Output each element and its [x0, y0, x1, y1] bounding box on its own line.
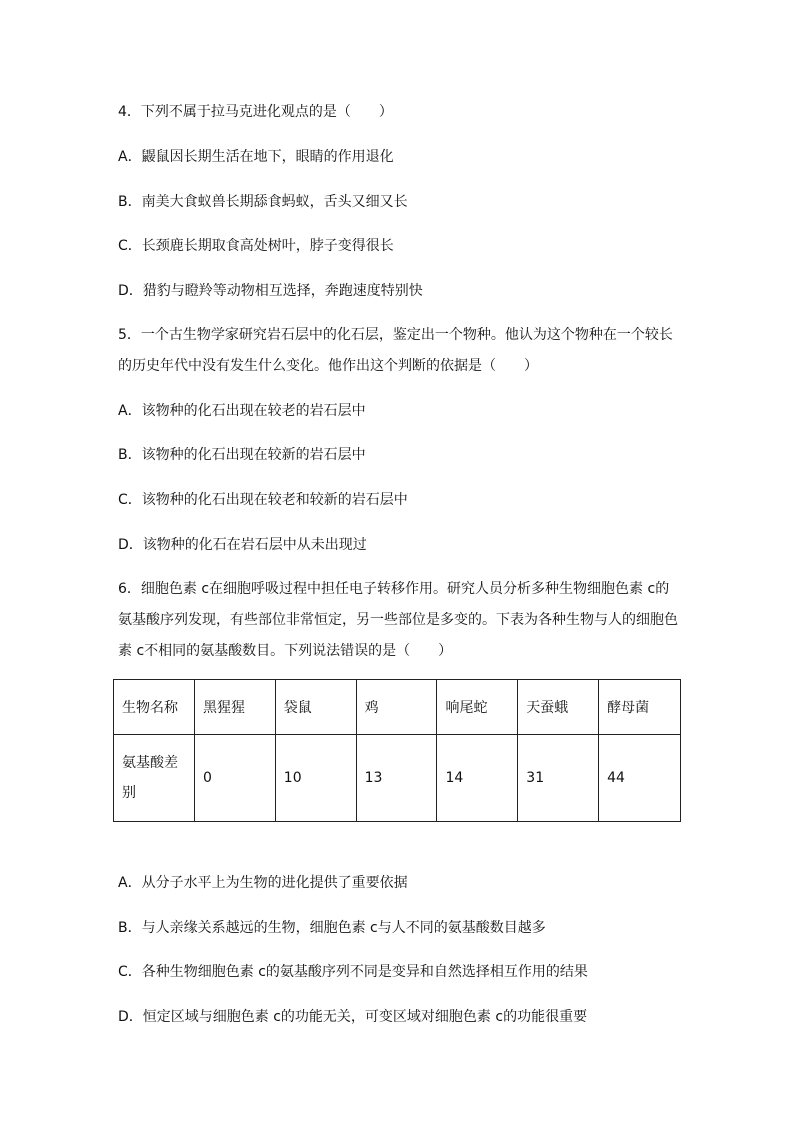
- question-4-stem: 4．下列不属于拉马克进化观点的是（ ）: [118, 104, 393, 120]
- table-header-cell: 袋鼠: [275, 680, 356, 735]
- table-value-cell: 10: [275, 735, 356, 822]
- question-6-stem-line-1: 6．细胞色素 c在细胞呼吸过程中担任电子转移作用。研究人员分析多种生物细胞色素 c的: [118, 581, 670, 597]
- table-header-row: [114, 680, 681, 735]
- table-value-cell: 31: [518, 735, 599, 822]
- question-4-option-a: A．鼹鼠因长期生活在地下，眼睛的作用退化: [118, 149, 394, 165]
- table-row-label: 氨基酸差别: [122, 755, 178, 801]
- question-5-option-a: A．该物种的化石出现在较老的岩石层中: [118, 403, 366, 419]
- question-4-option-b: B．南美大食蚁兽长期舔食蚂蚁，舌头又细又长: [118, 194, 408, 210]
- table-header-cell: 黑猩猩: [194, 680, 275, 735]
- question-4-option-d: D．猎豹与瞪羚等动物相互选择，奔跑速度特别快: [118, 283, 423, 299]
- question-4-option-c: C．长颈鹿长期取食高处树叶，脖子变得很长: [118, 238, 394, 254]
- table-value-cell: 13: [356, 735, 437, 822]
- table-value-cell: 14: [437, 735, 518, 822]
- table-row: [114, 735, 681, 822]
- table-row-label-cell: [114, 735, 195, 822]
- question-5-stem-line-2: 的历史年代中没有发生什么变化。他作出这个判断的依据是（ ）: [118, 358, 538, 374]
- question-6-option-b: B．与人亲缘关系越远的生物，细胞色素 c与人不同的氨基酸数目越多: [118, 920, 546, 936]
- question-6-option-d: D．恒定区域与细胞色素 c的功能无关，可变区域对细胞色素 c的功能很重要: [118, 1009, 588, 1025]
- table-header-cell: 酵母菌: [599, 680, 681, 735]
- question-5-option-c: C．该物种的化石出现在较老和较新的岩石层中: [118, 492, 408, 508]
- table-header-cell: 天蚕蛾: [518, 680, 599, 735]
- table-value-cell: 0: [194, 735, 275, 822]
- question-6-stem-line-2: 氨基酸序列发现，有些部位非常恒定，另一些部位是多变的。下表为各种生物与人的细胞色: [118, 612, 678, 628]
- table-value-cell: 44: [599, 735, 681, 822]
- amino-acid-difference-table: [113, 679, 681, 822]
- question-5-stem-line-1: 5．一个古生物学家研究岩石层中的化石层，鉴定出一个物种。他认为这个物种在一个较长: [118, 327, 673, 343]
- question-5-option-d: D．该物种的化石在岩石层中从未出现过: [118, 537, 367, 553]
- question-6-option-a: A．从分子水平上为生物的进化提供了重要依据: [118, 875, 408, 891]
- question-6-stem-line-3: 素 c不相同的氨基酸数目。下列说法错误的是（ ）: [118, 643, 453, 659]
- table-header-cell: 响尾蛇: [437, 680, 518, 735]
- question-6-option-c: C．各种生物细胞色素 c的氨基酸序列不同是变异和自然选择相互作用的结果: [118, 964, 588, 980]
- table-header-cell: 生物名称: [114, 680, 195, 735]
- table-header-cell: 鸡: [356, 680, 437, 735]
- question-5-option-b: B．该物种的化石出现在较新的岩石层中: [118, 447, 366, 463]
